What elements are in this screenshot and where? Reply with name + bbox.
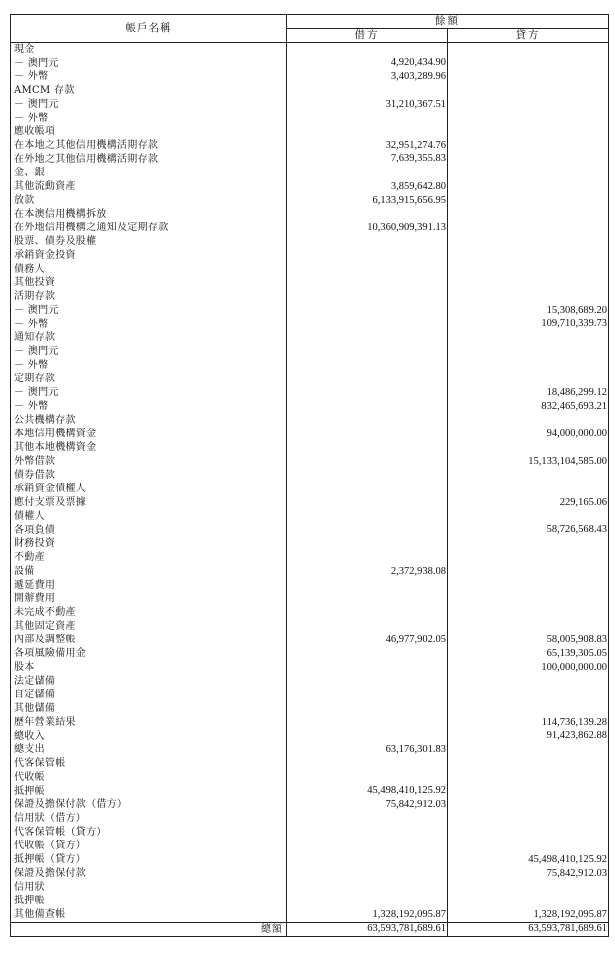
credit-cell <box>448 43 609 57</box>
table-row <box>11 785 609 799</box>
table-row <box>11 798 609 812</box>
table-row <box>11 579 609 593</box>
debit-cell <box>287 524 448 538</box>
credit-cell <box>448 263 609 277</box>
account-name-cell: － 外幣 <box>11 70 287 84</box>
totals-credit: 63,593,781,689.61 <box>448 923 609 937</box>
debit-cell <box>287 318 448 332</box>
table-body <box>11 43 609 923</box>
table-row <box>11 716 609 730</box>
trial-balance-sheet <box>10 14 608 950</box>
account-name-cell: 外幣借款 <box>11 455 287 469</box>
table-row <box>11 867 609 881</box>
account-name-cell: 金、銀 <box>11 167 287 181</box>
credit-cell: 94,000,000.00 <box>448 428 609 442</box>
debit-cell <box>287 483 448 497</box>
table-row <box>11 689 609 703</box>
credit-cell <box>448 743 609 757</box>
credit-cell: 832,465,693.21 <box>448 400 609 414</box>
debit-cell <box>287 675 448 689</box>
debit-cell <box>287 125 448 139</box>
credit-header: 貸方 <box>448 29 609 43</box>
debit-cell <box>287 331 448 345</box>
account-name-cell: 其他備查帳 <box>11 908 287 922</box>
credit-cell: 100,000,000.00 <box>448 661 609 675</box>
credit-cell <box>448 276 609 290</box>
account-name-cell: － 澳門元 <box>11 345 287 359</box>
account-name-cell: 其他儲備 <box>11 702 287 716</box>
account-name-cell: － 外幣 <box>11 400 287 414</box>
debit-cell <box>287 43 448 57</box>
account-name-cell: 本地信用機構資金 <box>11 428 287 442</box>
debit-cell: 3,859,642.80 <box>287 180 448 194</box>
table-row <box>11 702 609 716</box>
table-row <box>11 428 609 442</box>
trial-balance-table <box>10 14 609 937</box>
account-name-cell: 財務投資 <box>11 537 287 551</box>
table-row <box>11 194 609 208</box>
table-footer <box>11 923 609 937</box>
table-row <box>11 359 609 373</box>
credit-cell <box>448 139 609 153</box>
credit-cell: 1,328,192,095.87 <box>448 908 609 922</box>
account-name-cell: 各項負債 <box>11 524 287 538</box>
debit-cell <box>287 771 448 785</box>
totals-label: 總額 <box>11 923 287 937</box>
credit-cell: 18,486,299.12 <box>448 386 609 400</box>
credit-cell <box>448 785 609 799</box>
credit-cell <box>448 373 609 387</box>
debit-cell <box>287 386 448 400</box>
debit-cell: 63,176,301.83 <box>287 743 448 757</box>
table-row <box>11 483 609 497</box>
debit-cell <box>287 606 448 620</box>
table-row <box>11 675 609 689</box>
debit-cell <box>287 661 448 675</box>
credit-cell <box>448 249 609 263</box>
debit-cell <box>287 812 448 826</box>
account-name-cell: 債權人 <box>11 510 287 524</box>
account-name-cell: － 澳門元 <box>11 304 287 318</box>
account-name-cell: 公共機構存款 <box>11 414 287 428</box>
table-row <box>11 414 609 428</box>
account-name-cell: － 澳門元 <box>11 98 287 112</box>
credit-cell <box>448 592 609 606</box>
table-row <box>11 331 609 345</box>
debit-cell <box>287 373 448 387</box>
credit-cell <box>448 702 609 716</box>
table-row <box>11 661 609 675</box>
table-row <box>11 620 609 634</box>
account-name-cell: 代客保管帳（貸方） <box>11 826 287 840</box>
debit-cell <box>287 689 448 703</box>
debit-cell <box>287 592 448 606</box>
account-name-cell: － 外幣 <box>11 112 287 126</box>
account-name-cell: 抵押帳 <box>11 895 287 909</box>
debit-cell <box>287 537 448 551</box>
table-row <box>11 606 609 620</box>
table-row <box>11 441 609 455</box>
credit-cell <box>448 153 609 167</box>
table-row <box>11 881 609 895</box>
credit-cell <box>448 222 609 236</box>
table-row <box>11 84 609 98</box>
credit-cell: 229,165.06 <box>448 496 609 510</box>
credit-cell: 15,133,104,585.00 <box>448 455 609 469</box>
credit-cell: 91,423,862.88 <box>448 730 609 744</box>
debit-cell <box>287 235 448 249</box>
credit-cell <box>448 675 609 689</box>
table-row <box>11 469 609 483</box>
account-name-cell: 應付支票及票據 <box>11 496 287 510</box>
credit-cell <box>448 70 609 84</box>
table-row <box>11 537 609 551</box>
account-name-cell: 股票、債券及股權 <box>11 235 287 249</box>
account-name-cell: 其他固定資產 <box>11 620 287 634</box>
credit-cell <box>448 345 609 359</box>
account-name-cell: 代客保管帳 <box>11 757 287 771</box>
totals-debit: 63,593,781,689.61 <box>287 923 448 937</box>
table-row <box>11 276 609 290</box>
debit-cell <box>287 716 448 730</box>
credit-cell <box>448 537 609 551</box>
table-row <box>11 496 609 510</box>
credit-cell: 58,726,568.43 <box>448 524 609 538</box>
table-row <box>11 634 609 648</box>
account-name-cell: 其他流動資產 <box>11 180 287 194</box>
account-name-cell: 開辦費用 <box>11 592 287 606</box>
account-name-cell: 不動產 <box>11 551 287 565</box>
table-row <box>11 70 609 84</box>
account-name-cell: － 澳門元 <box>11 57 287 71</box>
account-name-cell: 定期存款 <box>11 373 287 387</box>
debit-cell <box>287 757 448 771</box>
debit-cell <box>287 853 448 867</box>
credit-cell <box>448 510 609 524</box>
table-row <box>11 771 609 785</box>
debit-cell <box>287 455 448 469</box>
totals-row <box>11 923 609 937</box>
debit-cell <box>287 304 448 318</box>
account-name-cell: 未完成不動產 <box>11 606 287 620</box>
debit-cell <box>287 867 448 881</box>
account-name-cell: 各項風險備用金 <box>11 647 287 661</box>
table-row <box>11 592 609 606</box>
credit-cell: 45,498,410,125.92 <box>448 853 609 867</box>
account-name-cell: 通知存款 <box>11 331 287 345</box>
account-name-cell: － 澳門元 <box>11 386 287 400</box>
credit-cell: 15,308,689.20 <box>448 304 609 318</box>
account-name-cell: － 外幣 <box>11 359 287 373</box>
table-row <box>11 565 609 579</box>
debit-cell: 10,360,909,391.13 <box>287 222 448 236</box>
table-row <box>11 112 609 126</box>
table-row <box>11 125 609 139</box>
table-row <box>11 853 609 867</box>
debit-cell <box>287 428 448 442</box>
table-header <box>11 15 609 43</box>
table-row <box>11 345 609 359</box>
credit-cell <box>448 125 609 139</box>
debit-cell <box>287 510 448 524</box>
debit-cell <box>287 276 448 290</box>
debit-cell <box>287 400 448 414</box>
table-row <box>11 551 609 565</box>
credit-cell <box>448 565 609 579</box>
account-name-cell: 債券借款 <box>11 469 287 483</box>
account-name-cell: 放款 <box>11 194 287 208</box>
credit-cell <box>448 757 609 771</box>
debit-cell <box>287 345 448 359</box>
account-name-cell: 其他投資 <box>11 276 287 290</box>
account-name-cell: 自定儲備 <box>11 689 287 703</box>
table-row <box>11 373 609 387</box>
debit-cell <box>287 414 448 428</box>
account-name-cell: 抵押帳 <box>11 785 287 799</box>
credit-cell <box>448 579 609 593</box>
debit-cell: 6,133,915,656.95 <box>287 194 448 208</box>
account-name-cell: 保證及擔保付款 <box>11 867 287 881</box>
debit-cell <box>287 112 448 126</box>
table-row <box>11 235 609 249</box>
debit-cell <box>287 702 448 716</box>
account-name-cell: 代收帳（貸方） <box>11 840 287 854</box>
debit-header: 借方 <box>287 29 448 43</box>
debit-cell: 1,328,192,095.87 <box>287 908 448 922</box>
credit-cell <box>448 414 609 428</box>
credit-cell <box>448 290 609 304</box>
table-row <box>11 647 609 661</box>
credit-cell <box>448 881 609 895</box>
debit-cell <box>287 881 448 895</box>
account-name-cell: 設備 <box>11 565 287 579</box>
table-row <box>11 812 609 826</box>
credit-cell <box>448 771 609 785</box>
debit-cell <box>287 730 448 744</box>
table-row <box>11 222 609 236</box>
account-name-cell: 總支出 <box>11 743 287 757</box>
credit-cell <box>448 98 609 112</box>
table-row <box>11 524 609 538</box>
debit-cell: 2,372,938.08 <box>287 565 448 579</box>
table-row <box>11 249 609 263</box>
account-name-cell: 活期存款 <box>11 290 287 304</box>
table-row <box>11 167 609 181</box>
account-name-cell: 其他本地機構資金 <box>11 441 287 455</box>
account-name-cell: 遞延費用 <box>11 579 287 593</box>
credit-cell <box>448 441 609 455</box>
table-row <box>11 757 609 771</box>
credit-cell <box>448 235 609 249</box>
debit-cell <box>287 441 448 455</box>
table-row <box>11 304 609 318</box>
table-row <box>11 730 609 744</box>
credit-cell <box>448 167 609 181</box>
account-name-cell: 在外地信用機構之通知及定期存款 <box>11 222 287 236</box>
debit-cell <box>287 840 448 854</box>
credit-cell: 58,005,908.83 <box>448 634 609 648</box>
table-row <box>11 43 609 57</box>
account-name-cell: 承銷資金投資 <box>11 249 287 263</box>
debit-cell: 32,951,274.76 <box>287 139 448 153</box>
debit-cell <box>287 208 448 222</box>
table-row <box>11 840 609 854</box>
debit-cell <box>287 359 448 373</box>
account-name-cell: 代收帳 <box>11 771 287 785</box>
table-row <box>11 386 609 400</box>
account-name-cell: 在外地之其他信用機構活期存款 <box>11 153 287 167</box>
debit-cell: 75,842,912.03 <box>287 798 448 812</box>
table-row <box>11 318 609 332</box>
credit-cell <box>448 840 609 854</box>
credit-cell: 114,736,139.28 <box>448 716 609 730</box>
credit-cell <box>448 812 609 826</box>
table-row <box>11 826 609 840</box>
credit-cell <box>448 194 609 208</box>
account-name-cell: 內部及調整帳 <box>11 634 287 648</box>
credit-cell <box>448 606 609 620</box>
account-name-cell: 現金 <box>11 43 287 57</box>
debit-cell <box>287 579 448 593</box>
credit-cell <box>448 112 609 126</box>
debit-cell: 45,498,410,125.92 <box>287 785 448 799</box>
account-name-cell: 信用狀（借方） <box>11 812 287 826</box>
credit-cell: 75,842,912.03 <box>448 867 609 881</box>
table-row <box>11 895 609 909</box>
debit-cell <box>287 469 448 483</box>
table-row <box>11 208 609 222</box>
debit-cell <box>287 826 448 840</box>
account-name-cell: 歷年營業結果 <box>11 716 287 730</box>
account-name-cell: 法定儲備 <box>11 675 287 689</box>
debit-cell <box>287 496 448 510</box>
credit-cell: 65,139,305.05 <box>448 647 609 661</box>
debit-cell: 7,639,355.83 <box>287 153 448 167</box>
credit-cell <box>448 359 609 373</box>
debit-cell <box>287 895 448 909</box>
table-row <box>11 743 609 757</box>
account-name-cell: 抵押帳（貸方） <box>11 853 287 867</box>
debit-cell: 3,403,289.96 <box>287 70 448 84</box>
table-row <box>11 57 609 71</box>
table-row <box>11 263 609 277</box>
account-name-cell: 在本地之其他信用機構活期存款 <box>11 139 287 153</box>
debit-cell <box>287 551 448 565</box>
credit-cell <box>448 895 609 909</box>
table-row <box>11 400 609 414</box>
table-row <box>11 139 609 153</box>
credit-cell <box>448 551 609 565</box>
balance-header: 餘額 <box>287 15 609 29</box>
account-name-header: 帳戶名稱 <box>11 15 287 43</box>
debit-cell: 46,977,902.05 <box>287 634 448 648</box>
account-name-cell: 應收帳項 <box>11 125 287 139</box>
credit-cell <box>448 826 609 840</box>
credit-cell <box>448 620 609 634</box>
table-row <box>11 180 609 194</box>
credit-cell <box>448 331 609 345</box>
debit-cell <box>287 249 448 263</box>
account-name-cell: 在本澳信用機構拆放 <box>11 208 287 222</box>
account-name-cell: 債務人 <box>11 263 287 277</box>
account-name-cell: － 外幣 <box>11 318 287 332</box>
debit-cell <box>287 84 448 98</box>
credit-cell <box>448 469 609 483</box>
account-name-cell: 信用狀 <box>11 881 287 895</box>
table-row <box>11 153 609 167</box>
debit-cell <box>287 620 448 634</box>
credit-cell <box>448 689 609 703</box>
credit-cell <box>448 84 609 98</box>
table-row <box>11 98 609 112</box>
table-row <box>11 290 609 304</box>
account-name-cell: 承銷資金債權人 <box>11 483 287 497</box>
debit-cell: 31,210,367.51 <box>287 98 448 112</box>
credit-cell <box>448 180 609 194</box>
debit-cell <box>287 167 448 181</box>
credit-cell: 109,710,339.73 <box>448 318 609 332</box>
account-name-cell: 股本 <box>11 661 287 675</box>
account-name-cell: 保證及擔保付款（借方） <box>11 798 287 812</box>
table-row <box>11 908 609 922</box>
credit-cell <box>448 208 609 222</box>
debit-cell <box>287 290 448 304</box>
account-name-cell: AMCM 存款 <box>11 84 287 98</box>
debit-cell: 4,920,434.90 <box>287 57 448 71</box>
debit-cell <box>287 647 448 661</box>
credit-cell <box>448 798 609 812</box>
credit-cell <box>448 483 609 497</box>
table-row <box>11 455 609 469</box>
table-row <box>11 510 609 524</box>
debit-cell <box>287 263 448 277</box>
credit-cell <box>448 57 609 71</box>
account-name-cell: 總收入 <box>11 730 287 744</box>
